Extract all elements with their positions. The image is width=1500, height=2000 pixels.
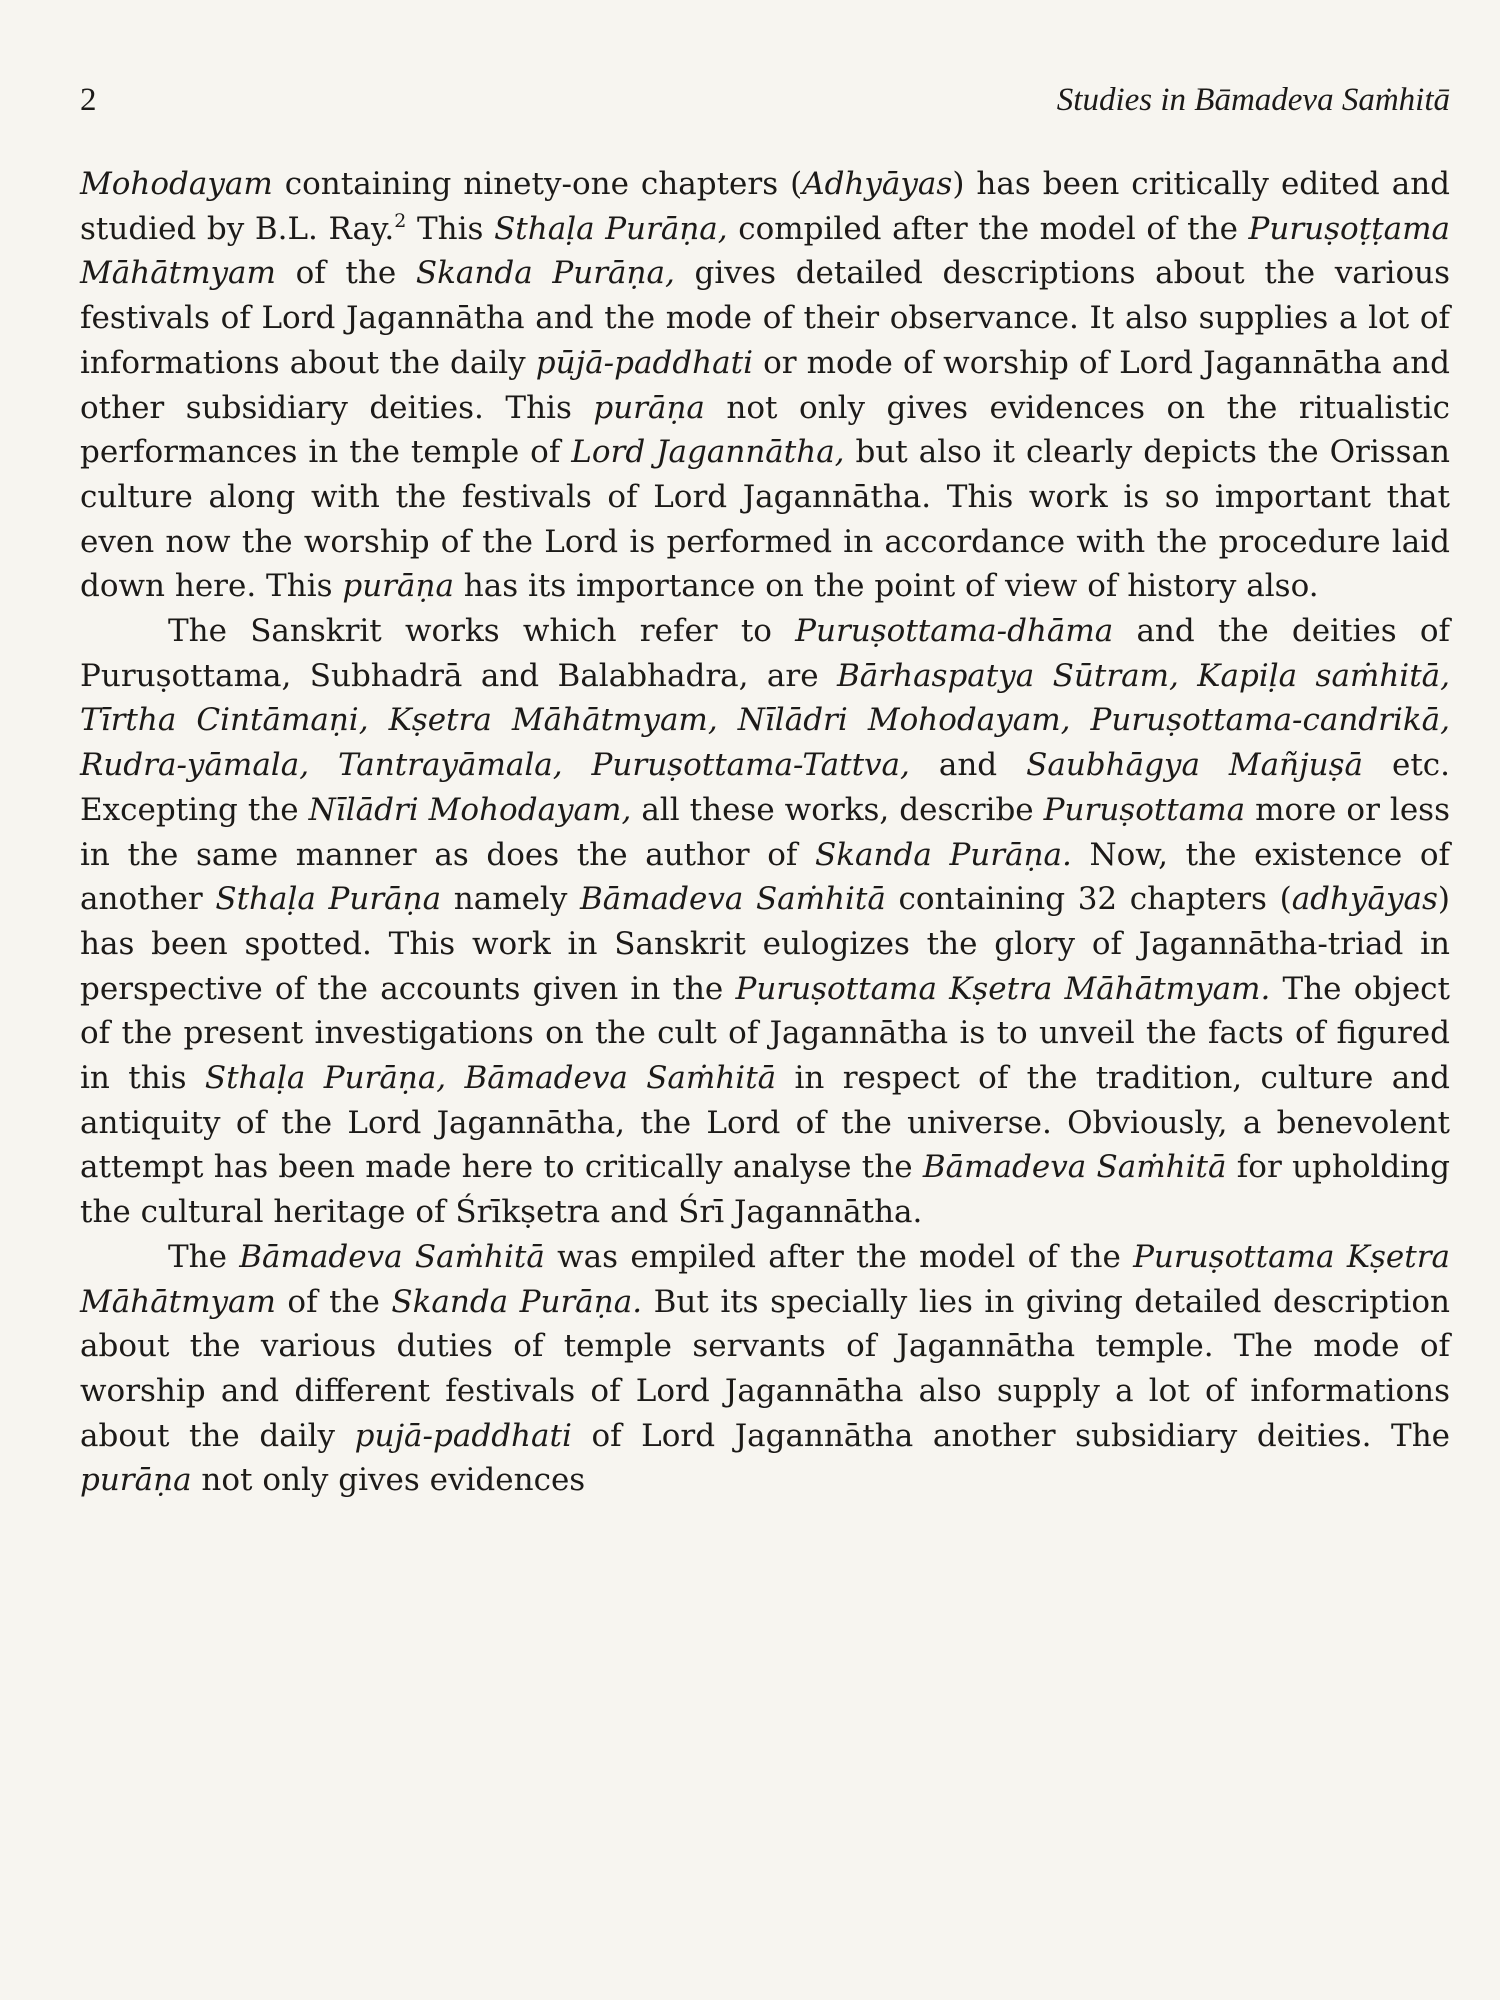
italic-text: Bāmadeva Saṁhitā	[922, 1149, 1227, 1186]
text-run: of the	[275, 255, 416, 292]
italic-text: Puruṣoṭṭama Māhātmyam	[80, 210, 1450, 292]
text-run: but also it clearly depicts the Orissan culture along with the festivals of Lord Jagannātha. This work is so important that even now the worship of the Lord is performed in accordance with the procedure laid down here. This	[80, 434, 1450, 605]
text-run: and the deities of Puruṣottama, Subhadrā and Balabhadra, are	[80, 613, 1450, 694]
text-run: The object of the present investigations on the cult of Jagannātha is to unveil the facts of figured in this	[80, 970, 1451, 1097]
italic-text: Lord Jagannātha,	[571, 434, 845, 471]
text-run: The Sanskrit works which refer to	[168, 613, 796, 650]
italic-text: Saubhāgya Mañjuṣā	[1026, 747, 1364, 784]
italic-text: Puruṣottama Kṣetra Māhātmyam.	[735, 970, 1271, 1007]
running-header	[80, 82, 1450, 140]
italic-text: Bāmadeva Saṁhitā	[239, 1238, 545, 1275]
italic-text: Skanda Purāṇa,	[415, 255, 675, 292]
italic-text: pujā-paddhati	[354, 1417, 572, 1454]
text-run: This	[406, 210, 495, 247]
text-run: But its specially lies in giving detailed description about the various duties of temple servants of Jagannātha temple. The mode of worship and different festivals of Lord Jagannātha also supply a lot of informations about the daily	[80, 1283, 1450, 1454]
footnote-ref: 2	[394, 209, 407, 232]
italic-text: purāṇa	[342, 568, 454, 605]
text-run: or mode of worship of Lord Jagannātha and other subsidiary deities. This	[80, 344, 1451, 426]
italic-text: Sthaḷa Purāṇa, Bāmadeva Saṁhitā	[204, 1060, 777, 1097]
italic-text: adhyāyas	[1291, 881, 1438, 918]
text-run: Now, the existence of another	[80, 836, 1450, 918]
text-run: not only gives evidences on the ritualistic performances in the temple of	[80, 389, 1450, 471]
text-run: in respect of the tradition, culture and antiquity of the Lord Jagannātha, the Lord of the universe. Obviously, a benevolent attempt has been made here to critically analyse the	[80, 1060, 1450, 1186]
text-run: gives detailed descriptions about the various festivals of Lord Jagannātha and the mode of their observance. It also supplies a lot of informations about the daily	[80, 255, 1451, 381]
italic-text: Skanda Purāṇa.	[391, 1283, 643, 1320]
italic-text: Nīlādri Mohodayam,	[308, 791, 632, 828]
italic-text: Puruṣottama Kṣetra Māhātmyam	[80, 1238, 1450, 1320]
text-run: ) has been critically edited and studied by B.L. Ray.	[80, 166, 1451, 247]
paragraph	[80, 609, 1450, 1235]
italic-text: pūjā-paddhati	[535, 344, 753, 381]
text-run: of the	[275, 1283, 392, 1320]
paragraph	[80, 1235, 1450, 1503]
italic-text: Sthaḷa Purāṇa	[215, 881, 442, 918]
text-run: compiled after the model of the	[727, 210, 1249, 247]
text-run: containing 32 chapters (	[885, 881, 1292, 918]
italic-text: Bāmadeva Saṁhitā	[579, 881, 886, 918]
text-run: was empiled after the model of the	[544, 1238, 1134, 1275]
italic-text: Sthaḷa Purāṇa,	[494, 210, 728, 247]
page-number: 2	[80, 82, 97, 118]
paragraph	[80, 162, 1450, 609]
text-run: not only gives evidences	[191, 1462, 586, 1499]
italic-text: Puruṣottama-dhāma	[795, 613, 1114, 650]
text-run: of Lord Jagannātha another subsidiary deities. The	[571, 1417, 1450, 1454]
body-text	[80, 162, 1450, 1503]
text-run: ) has been spotted. This work in Sanskrit eulogizes the glory of Jagannātha-triad in perspective of the accounts given in the	[80, 881, 1450, 1007]
italic-text: Adhyāyas	[802, 166, 953, 202]
text-run: and	[909, 747, 1027, 784]
text-run: The	[168, 1238, 240, 1275]
running-title: Studies in Bāmadeva Saṁhitā	[1056, 82, 1450, 118]
italic-text: Puruṣottama	[1043, 791, 1246, 828]
text-run: namely	[441, 881, 580, 918]
italic-text: Mohodayam	[80, 166, 273, 202]
italic-text: Skanda Purāṇa.	[815, 836, 1072, 873]
text-run: for upholding the cultural heritage of Śrīkṣetra and Śrī Jagannātha.	[80, 1149, 1451, 1231]
text-run: etc. Excepting the	[80, 747, 1451, 828]
text-run: has its importance on the point of view of history also.	[453, 568, 1319, 605]
italic-text: purāṇa	[593, 389, 705, 426]
text-run: all these works, describe	[631, 791, 1044, 828]
text-run: containing ninety-one chapters (	[272, 166, 803, 202]
italic-text: Bārhaspatya Sūtram, Kapiḷa saṁhitā, Tīrtha Cintāmaṇi, Kṣetra Māhātmyam, Nīlādri Mohodayam, Puruṣottama-candrikā, Rudra-yāmala, Tantrayāmala, Puruṣottama-Tattva,	[80, 657, 1450, 784]
italic-text: purāṇa	[80, 1462, 192, 1499]
text-run: more or less in the same manner as does the author of	[80, 791, 1450, 873]
